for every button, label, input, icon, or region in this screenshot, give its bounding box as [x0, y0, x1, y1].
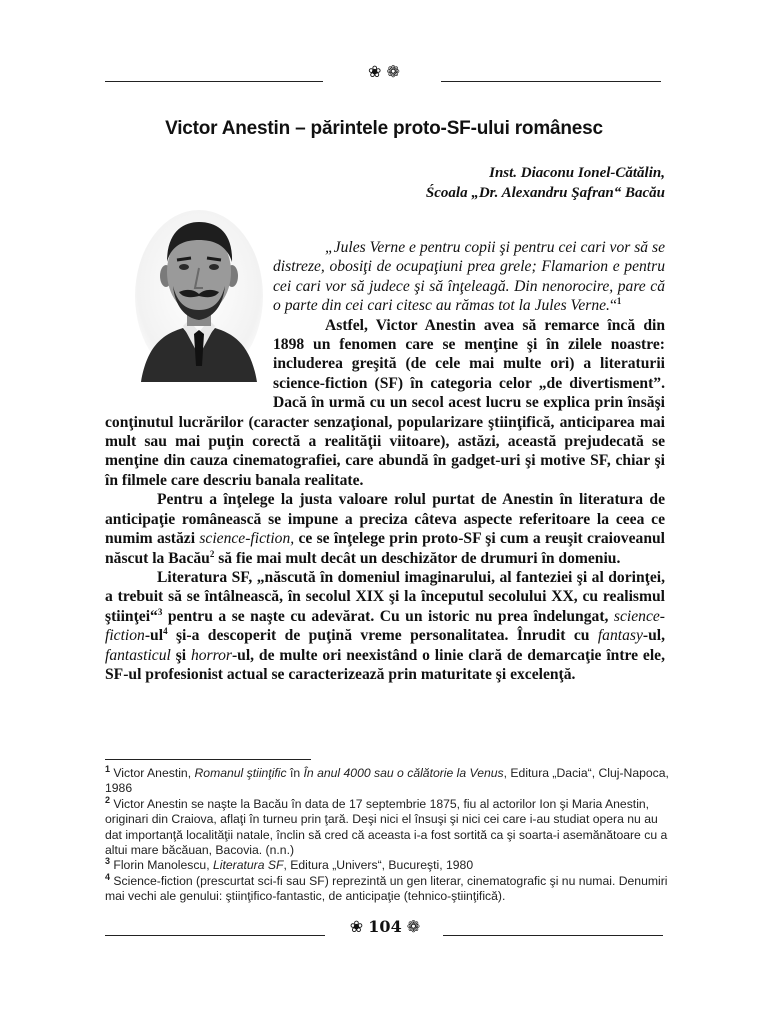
paragraph-3-part-f: şi: [170, 646, 191, 664]
paragraph-3-part-g: -ul, de multe ori neexistând o linie clară de demarcaţie între ele, SF-ul profesionist actual se caracterizează prin maturitate şi excelenţă.: [105, 646, 666, 683]
footnote-4-text: Science-fiction (prescurtat sci-fi sau SF) reprezintă un gen literar, cinematografic şi nu numai. Denumiri mai vechi ale genului: ştiinţifico-fantastic, de anticipaţie (tehnico-ştiinţifică).: [105, 873, 668, 904]
paragraph-3-part-b: pentru a se naşte cu adevărat. Cu un istoric nu prea îndelungat,: [162, 607, 614, 625]
footnote-ref: 1: [616, 296, 622, 307]
paragraph-3-emphasis-3: fantasticul: [105, 646, 171, 664]
footnote-1-part-a: Victor Anestin,: [110, 766, 195, 780]
header-ornament: ❀ ❁: [368, 62, 400, 81]
footer-ornament-right: ❁: [406, 917, 421, 936]
author-affiliation: Ścoala „Dr. Alexandru Şafran“ Bacău: [425, 185, 665, 201]
footer-rule-left: [105, 935, 325, 936]
paragraph-3-emphasis-2: fantasy: [597, 627, 643, 645]
footnote-number: 2: [105, 794, 111, 805]
paragraph-3-part-d: şi-a descoperit de puţină vreme personalitatea. Înrudit cu: [167, 627, 598, 645]
footnote-1-italic-1: Romanul ştiinţific: [194, 766, 287, 780]
footnotes: [105, 763, 670, 905]
header-rule-right: [441, 81, 661, 82]
paragraph-2: [105, 490, 665, 568]
footnote-3-part-a: Florin Manolescu,: [110, 858, 213, 873]
footnote-ref: 3: [157, 606, 163, 617]
paragraph-3-part-e: -ul,: [642, 627, 665, 645]
article-title: Victor Anestin – părintele proto-SF-ului românesc: [165, 118, 603, 139]
footnote-number: 4: [105, 871, 111, 882]
paragraph-1: Astfel, Victor Anestin avea să remarce încă din 1898 un fenomen care se menţine şi în zilele noastre: includerea greşită (de cele mai multe ori) a literaturii science-fiction (SF) în categoria celor „de divertisment”. Dacă în urmă cu un secol acest lucru se explica prin însăşi conţinutul lucrărilor (caracter senzaţional, popularizare ştiinţifică, anticiparea mai mult sau mai puţin corectă a realităţii viitoare), astăzi, această prejudecată se menţine din cauza cinematografiei, care abundă în gadget-uri şi motive SF, chiar şi în filmele care descriu banala realitate.: [105, 316, 665, 489]
header-rule-left: [105, 81, 323, 82]
page-number: 104: [368, 917, 402, 936]
footnote-ref: 2: [209, 548, 215, 559]
paragraph-3-emphasis-1: science-fiction: [105, 607, 665, 645]
footnote-separator: [105, 759, 311, 760]
quote-close-mark: “: [609, 297, 617, 315]
footer-rule-right: [443, 935, 663, 936]
footnote-3-italic: Literatura SF: [212, 858, 284, 873]
footnote-1: [105, 763, 670, 797]
footnote-3: [105, 858, 670, 873]
footnote-1-part-b: în: [286, 766, 304, 780]
footnote-1-italic-2: În anul 4000 sau o călătorie la Venus: [303, 766, 504, 780]
footnote-2-text: Victor Anestin se naşte la Bacău în data de 17 septembrie 1875, fiu al actorilor Ion şi Maria Anestin, originari din Craiova, aflaţi în turneu prin ţară. Deşi nici el însuşi şi nici cei care i-au studiat opera nu au dat importanţă localităţii natale, înclin să cred că aceasta i-a fost sortită ca şi soarta-i asemănătoare cu a altui mare băcăuan, Bacovia. (n.n.): [105, 796, 668, 858]
paragraph-2-part-b: ce se înţelege prin proto-SF şi cum a reuşit craioveanul născut la Bacău: [105, 530, 665, 567]
footnote-number: 3: [105, 856, 111, 867]
footnote-4: [105, 871, 670, 905]
author-name: Inst. Diaconu Ionel-Cătălin,: [489, 165, 665, 181]
paragraph-2-part-a: Pentru a înţelege la justa valoare rolul purtat de Anestin în literatura de anticipaţie românească se impune a preciza câteva aspecte referitoare la ceea ce numim astăzi: [105, 491, 665, 548]
footnote-ref: 4: [163, 625, 168, 636]
footer-page-marker: [335, 917, 435, 936]
footnote-number: 1: [105, 763, 111, 774]
paragraph-2-part-c: să fie mai mult decât un deschizător de drumuri în domeniu.: [214, 549, 621, 567]
portrait-space: [105, 238, 273, 396]
article-body: [105, 238, 665, 684]
paragraph-3-part-c: -ul: [144, 627, 164, 645]
paragraph-3-part-a: Literatura SF, „născută în domeniul imaginarului, al fanteziei şi al dorinţei, a trebuit să se întâlnească, în secolul XIX şi la începutul secolului XX, cu realismul ştiinţei“: [105, 568, 665, 625]
paragraph-3-emphasis-4: horror: [190, 646, 232, 664]
paragraph-2-emphasis: science-fiction,: [199, 530, 295, 548]
footer-ornament-left: ❀: [349, 917, 364, 936]
footnote-3-part-b: , Editura „Univers“, Bucureşti, 1980: [283, 858, 474, 873]
footnote-2: [105, 794, 670, 859]
quote-text: „Jules Verne e pentru copii şi pentru cei cari vor să se distreze, obosiţi de ocupaţiuni prea grele; Flamarion e pentru cei cari vor să judece şi să înţeleagă. Din nenorocire, pare că o parte din cei cari citesc au rămas tot la Jules Verne.: [273, 239, 665, 315]
paragraph-3: [105, 568, 665, 684]
footnote-1-part-c: , Editura „Dacia“, Cluj-Napoca, 1986: [105, 766, 669, 796]
